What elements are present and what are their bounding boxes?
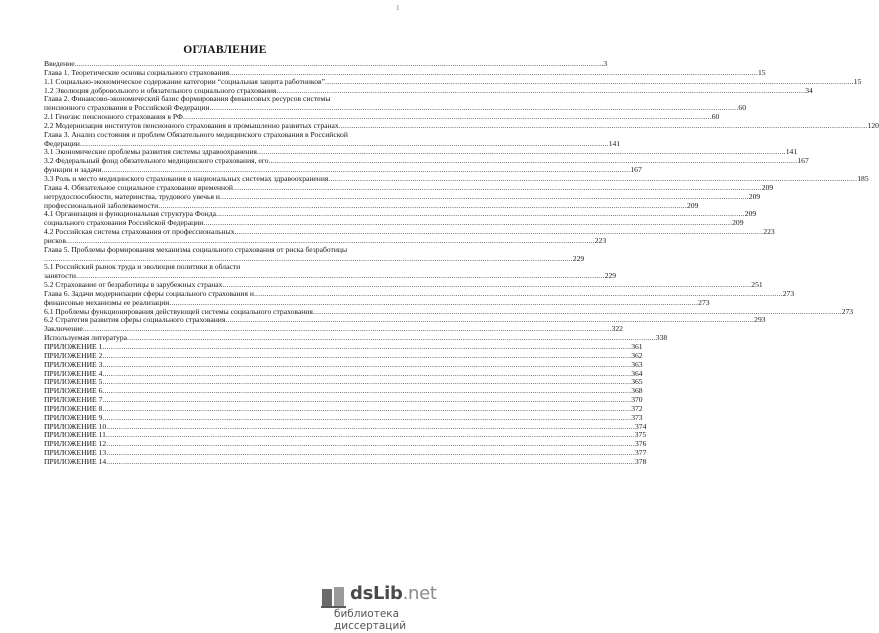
toc-entry-page: 185 bbox=[857, 173, 869, 183]
toc-entry-page: 375 bbox=[634, 430, 647, 440]
toc-entry-text: рисков bbox=[44, 235, 66, 245]
toc-entry-text: финансовые механизмы ее реализации bbox=[44, 297, 170, 307]
toc-entry-page: 251 bbox=[751, 280, 763, 290]
toc-leader-dots bbox=[339, 122, 868, 131]
toc-entry-text: ПРИЛОЖЕНИЕ 3 bbox=[44, 359, 103, 369]
toc-entry-page: 15 bbox=[853, 76, 862, 86]
toc-entry-text: 5.1 Российский рынок труда и эволюция политики в области bbox=[44, 262, 241, 272]
toc-entry-page: 365 bbox=[631, 377, 643, 387]
toc-entry-page: 209 bbox=[744, 209, 757, 219]
toc-entry-page: 378 bbox=[635, 456, 647, 466]
toc-entry-page: 3 bbox=[603, 59, 608, 68]
toc-entry-text: ПРИЛОЖЕНИЕ 8 bbox=[44, 403, 103, 413]
toc-entry-page: 368 bbox=[631, 386, 643, 396]
toc-entry-text: ПРИЛОЖЕНИЕ 12 bbox=[44, 439, 107, 449]
toc-entry-text: 3.2 Федеральный фонд обязательного медицинского страхования, его bbox=[44, 156, 269, 166]
toc-entry-page: 364 bbox=[631, 368, 643, 378]
toc-entry-page: 60 bbox=[711, 112, 720, 122]
toc-entry-page: 223 bbox=[594, 235, 607, 245]
toc-entry-page: 361 bbox=[631, 342, 643, 351]
toc-entry-text: ПРИЛОЖЕНИЕ 2 bbox=[44, 350, 103, 360]
toc-entry-page: 229 bbox=[604, 271, 617, 281]
toc-leader-dots bbox=[106, 458, 635, 467]
toc-entry-page: 120 bbox=[867, 120, 879, 130]
toc-entry-text: профессиональной заболеваемости bbox=[44, 200, 159, 210]
book-stack-icon bbox=[320, 585, 348, 609]
toc-entry-text: Заключение bbox=[44, 324, 83, 334]
toc-entry-text: Глава 2. Финансово-экономический базис формирования финансовых ресурсов системы bbox=[44, 94, 331, 104]
toc-entry-text: ПРИЛОЖЕНИЕ 9 bbox=[44, 412, 103, 422]
toc-entry-text: ПРИЛОЖЕНИЕ 13 bbox=[44, 448, 107, 458]
toc-entry-page: 373 bbox=[631, 412, 643, 422]
toc-entry-text: ПРИЛОЖЕНИЕ 10 bbox=[44, 421, 107, 431]
toc-entry-text: ПРИЛОЖЕНИЕ 5 bbox=[44, 377, 103, 387]
toc-entry-page: 377 bbox=[635, 448, 647, 458]
toc-entry-text: 5.2 Страхование от безработицы в зарубежных странах bbox=[44, 280, 223, 290]
toc-entry-text: 4.1 Организация и функциональная структура Фонда bbox=[44, 209, 216, 219]
toc-entry-text: ПРИЛОЖЕНИЕ 4 bbox=[44, 368, 103, 378]
toc-entry-page: 338 bbox=[655, 333, 668, 343]
toc-entry-page: 374 bbox=[635, 421, 647, 431]
toc-entry-page: 363 bbox=[631, 359, 643, 369]
toc-entry-page: 273 bbox=[841, 306, 854, 316]
toc-entry-page: 223 bbox=[763, 227, 775, 237]
toc-entry-text: нетрудоспособности, материнства, трудового увечья и bbox=[44, 191, 220, 201]
toc-entry-page: 293 bbox=[754, 315, 766, 325]
toc-entry-page: 209 bbox=[687, 200, 699, 210]
toc-entry bbox=[44, 456, 647, 467]
toc-entry-text: Введение bbox=[44, 59, 75, 68]
watermark-name: dsLib bbox=[350, 583, 403, 604]
toc-entry-text: 3.3 Роль и место медицинского страхования в национальных системах здравоохранения bbox=[44, 173, 329, 183]
toc-entry-page: 376 bbox=[635, 439, 647, 449]
toc-entry-text: ПРИЛОЖЕНИЕ 14 bbox=[44, 456, 107, 466]
toc-entry-page: 167 bbox=[797, 156, 809, 166]
toc-entry-page: 141 bbox=[785, 147, 798, 157]
toc-entry-text: 1.2 Эволюция добровольного и обязательного социального страхования bbox=[44, 85, 277, 95]
toc-entry-text: Используемая литература bbox=[44, 333, 127, 343]
toc-entry-text: 2.2 Модернизация институтов пенсионного страхования в промышленно развитых странах bbox=[44, 120, 339, 130]
watermark-tld: .net bbox=[402, 583, 437, 604]
toc-entry-page: 60 bbox=[738, 103, 746, 113]
table-of-contents bbox=[44, 59, 879, 467]
toc-entry-text: Глава 3. Анализ состояния и проблем Обязательного медицинского страхования в Российской bbox=[44, 129, 348, 139]
toc-entry-page: 209 bbox=[732, 218, 744, 228]
toc-entry-page: 370 bbox=[631, 395, 643, 405]
toc-leader-dots bbox=[276, 87, 805, 96]
toc-entry-text: 2.1 Генезис пенсионного страхования в РФ bbox=[44, 112, 183, 122]
toc-entry-text: пенсионного страхования в Российской Федерации bbox=[44, 103, 210, 113]
toc-entry-page: 209 bbox=[748, 191, 761, 201]
toc-entry-page: 229 bbox=[572, 253, 585, 263]
toc-entry-text: Федерации bbox=[44, 138, 80, 148]
toc-entry-text: функции и задачи bbox=[44, 165, 102, 175]
toc-entry-page: 372 bbox=[631, 403, 643, 413]
toc-entry-page: 167 bbox=[630, 165, 642, 175]
watermark-subtitle: библиотека диссертаций bbox=[334, 608, 407, 632]
toc-entry-text: 3.1 Экономические проблемы развития системы здравоохранения bbox=[44, 147, 257, 157]
toc-entry-text: социального страхования Российской Федерации bbox=[44, 218, 204, 228]
toc-entry-text: 6.2 Стратегия развития сферы социального страхования bbox=[44, 315, 226, 325]
toc-entry-text: Глава 1. Теоретические основы социального страхования bbox=[44, 67, 230, 77]
toc-entry-text: 6.1 Проблемы функционирования действующей системы социального страхования bbox=[44, 306, 313, 316]
toc-entry-text: ПРИЛОЖЕНИЕ 1 bbox=[44, 342, 103, 351]
toc-entry-page: 273 bbox=[698, 297, 710, 307]
page-title: ОГЛАВЛЕНИЕ bbox=[183, 44, 267, 56]
toc-entry-page: 209 bbox=[761, 182, 774, 192]
toc-entry-text: ПРИЛОЖЕНИЕ 6 bbox=[44, 386, 103, 396]
toc-entry-text: Глава 6. Задачи модернизации сферы социального страхования и bbox=[44, 288, 254, 298]
toc-entry-text: Глава 5. Проблемы формирования механизма социального страхования от риска безработицы bbox=[44, 244, 348, 254]
toc-entry-text: Глава 4. Обязательное социальное страхование временной bbox=[44, 182, 233, 192]
toc-entry-page: 322 bbox=[611, 324, 623, 334]
toc-entry-page: 362 bbox=[631, 350, 643, 360]
toc-entry-page: 141 bbox=[608, 138, 621, 148]
toc-entry-page: 15 bbox=[757, 67, 766, 77]
toc-entry-text: занятости bbox=[44, 271, 76, 281]
toc-entry-text: ПРИЛОЖЕНИЕ 11 bbox=[44, 430, 106, 440]
toc-entry-page: 34 bbox=[805, 85, 813, 95]
toc-entry-page: 273 bbox=[782, 288, 795, 298]
watermark-logo bbox=[320, 583, 446, 632]
toc-entry-text: 4.2 Российская система страхования от профессиональных bbox=[44, 227, 235, 237]
toc-entry-text: 1.1 Социально-экономическое содержание категории “социальная защита работников” bbox=[44, 76, 325, 86]
page-number-mark: 1 bbox=[396, 4, 400, 12]
toc-entry-text: ПРИЛОЖЕНИЕ 7 bbox=[44, 395, 103, 405]
